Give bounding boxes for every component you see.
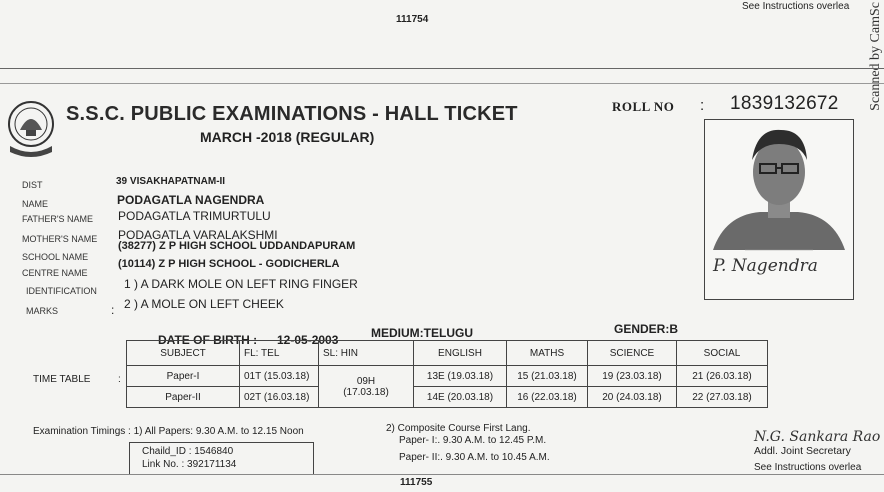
header-science: SCIENCE [588, 341, 677, 366]
roll-no-value: 1839132672 [730, 93, 839, 114]
centre-name-label: CENTRE NAME [22, 268, 88, 278]
paper-2-science: 20 (24.03.18) [588, 387, 677, 408]
father-name-value: PODAGATLA TRIMURTULU [118, 209, 271, 223]
chaild-id: Chaild_ID : 1546840 [142, 446, 234, 457]
table-row [127, 387, 768, 408]
paper-1-english: 13E (19.03.18) [414, 366, 507, 387]
identification-label: IDENTIFICATION [26, 286, 97, 296]
dist-value: 39 VISAKHAPATNAM-II [116, 176, 226, 187]
father-name-label: FATHER'S NAME [22, 214, 94, 224]
second-language-date: (17.03.18) [343, 386, 389, 398]
page-rule-top [0, 68, 884, 69]
header-english: ENGLISH [414, 341, 507, 366]
mother-name-label: MOTHER'S NAME [22, 234, 98, 244]
school-name-value: (38277) Z P HIGH SCHOOL UDDANDAPURAM [118, 240, 356, 252]
page-title: S.S.C. PUBLIC EXAMINATIONS - HALL TICKET [66, 103, 518, 125]
header-second-language: SL: HIN [319, 341, 414, 366]
header-first-language: FL: TEL [240, 341, 319, 366]
roll-no-colon: : [700, 97, 705, 114]
name-value: PODAGATLA NAGENDRA [117, 193, 265, 207]
candidate-signature: P. Nagendra [713, 256, 818, 276]
paper-2-first-language: 02T (16.03.18) [240, 387, 319, 408]
timetable-colon: : [118, 374, 121, 385]
paper-1-first-language: 01T (15.03.18) [240, 366, 319, 387]
gender: GENDER:B [614, 322, 679, 336]
paper-2-english: 14E (20.03.18) [414, 387, 507, 408]
timetable-header-row [127, 341, 768, 366]
mother-name-value: PODAGATLA VARALAKSHMI [118, 228, 278, 242]
timetable [126, 340, 768, 408]
board-emblem-icon [6, 100, 56, 158]
marks-colon: : [111, 303, 115, 317]
exam-session: MARCH -2018 (REGULAR) [200, 129, 375, 145]
secretary-title: Addl. Joint Secretary [754, 445, 851, 457]
paper-2-label: Paper-II [127, 387, 240, 408]
centre-name-value: (10114) Z P HIGH SCHOOL - GODICHERLA [118, 258, 340, 270]
see-instructions-bottom: See Instructions overlea [754, 462, 862, 473]
composite-course-note: 2) Composite Course First Lang. [386, 423, 531, 434]
dob-label: DATE OF BIRTH : [158, 333, 258, 347]
bottom-serial-number: 111755 [400, 477, 433, 488]
scanner-watermark: Scanned by CamSc [868, 2, 883, 111]
marks-label: MARKS [26, 306, 59, 316]
paper-2-social: 22 (27.03.18) [677, 387, 768, 408]
paper-1-maths: 15 (21.03.18) [507, 366, 588, 387]
dist-label: DIST [22, 180, 43, 190]
name-label: NAME [22, 199, 49, 209]
paper-1-social: 21 (26.03.18) [677, 366, 768, 387]
school-name-label: SCHOOL NAME [22, 252, 89, 262]
header-maths: MATHS [507, 341, 588, 366]
identification-mark-1: 1 ) A DARK MOLE ON LEFT RING FINGER [124, 277, 358, 291]
table-row [127, 366, 768, 387]
composite-paper-1-time: Paper- I:. 9.30 A.M. to 12.45 P.M. [399, 435, 547, 446]
link-no: Link No. : 392171134 [142, 459, 237, 470]
paper-2-maths: 16 (22.03.18) [507, 387, 588, 408]
exam-timings: Examination Timings : 1) All Papers: 9.30 A.M. to 12.15 Noon [33, 426, 304, 437]
timetable-label: TIME TABLE [33, 374, 91, 385]
page-rule-top-inner [0, 83, 884, 84]
header-social: SOCIAL [677, 341, 768, 366]
page-rule-bottom [0, 474, 884, 475]
top-serial-number: 111754 [396, 14, 429, 25]
roll-no-label: ROLL NO [612, 99, 675, 114]
chaild-id-box [129, 442, 314, 475]
identification-mark-2: 2 ) A MOLE ON LEFT CHEEK [124, 297, 284, 311]
medium: MEDIUM:TELUGU [371, 326, 473, 340]
secretary-signature: N.G. Sankara Rao [754, 429, 881, 445]
paper-1-label: Paper-I [127, 366, 240, 387]
second-language-cell [319, 366, 414, 408]
dob-value: 12-05-2003 [277, 333, 339, 347]
second-language-code: 09H [356, 375, 376, 387]
header-subject: SUBJECT [127, 341, 240, 366]
composite-paper-2-time: Paper- II:. 9.30 A.M. to 10.45 A.M. [399, 452, 550, 463]
see-instructions-top: See Instructions overlea [742, 1, 850, 12]
paper-1-science: 19 (23.03.18) [588, 366, 677, 387]
